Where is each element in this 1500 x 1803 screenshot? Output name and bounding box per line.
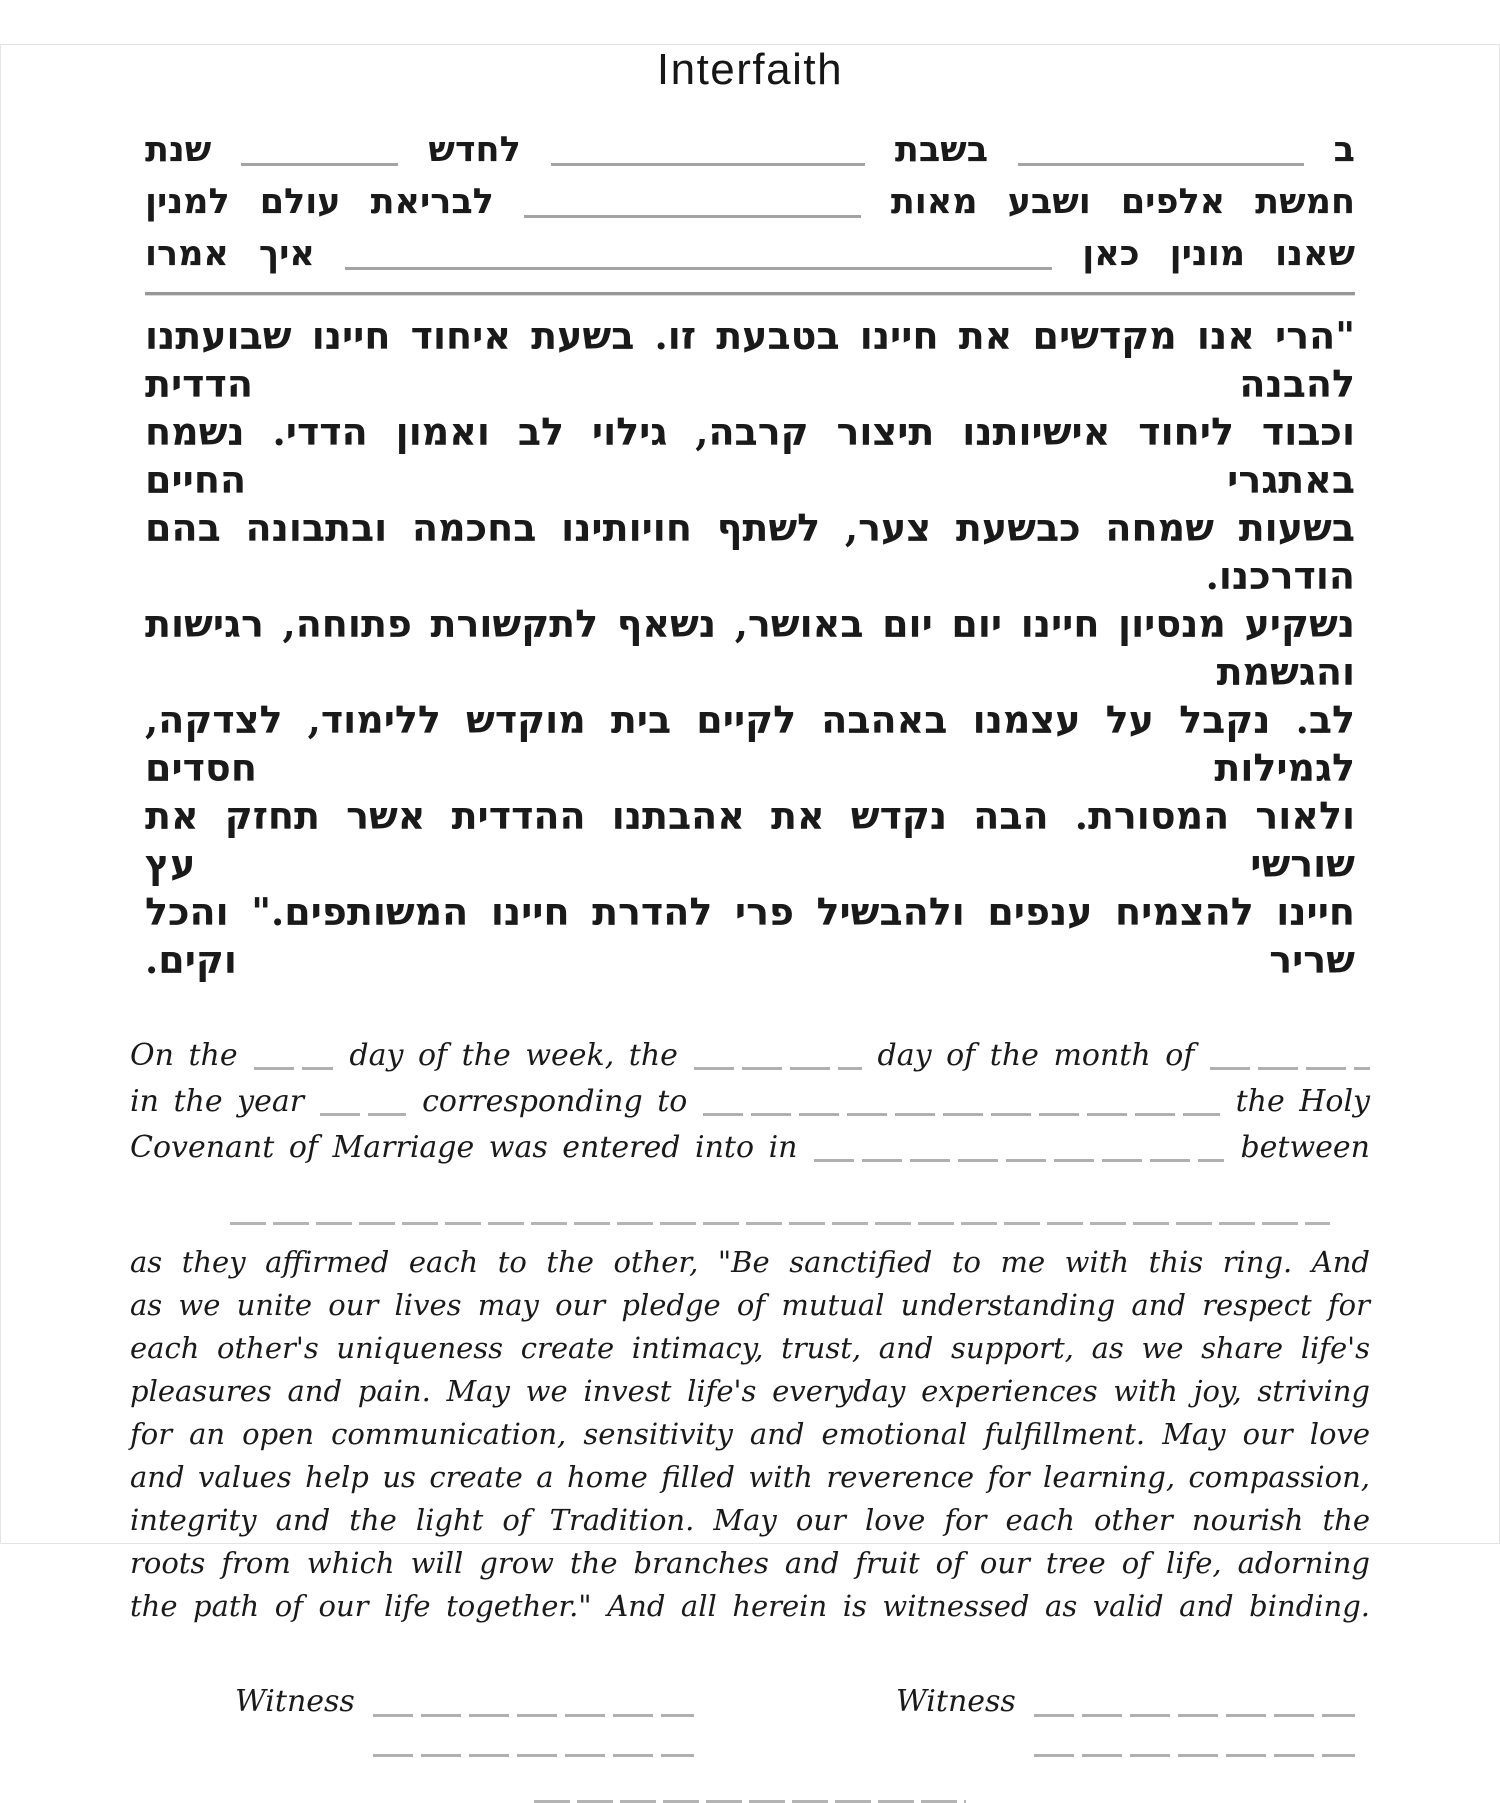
page-title: Interfaith — [656, 45, 844, 94]
fill-in-blank — [551, 163, 865, 166]
word: כאן — [1082, 233, 1140, 274]
hebrew-text-line: "הרי אנו מקדשים את חיינו בטבעת זו. בשעת איחוד חיינו שבועתנו להבנה הדדית — [145, 313, 1355, 406]
english-text-line: integrity and the light of Tradition. May our love for each other nourish the — [130, 1503, 1370, 1537]
word: לבריאת — [370, 181, 494, 222]
witness-name-blank — [373, 1754, 694, 1757]
word: איך — [258, 233, 315, 274]
witness-right-signature-row — [896, 1678, 1355, 1722]
word: On the — [130, 1038, 238, 1073]
english-date-row-1 — [130, 1030, 1370, 1076]
hebrew-text-line: נשקיע מנסיון חיינו יום יום באושר, נשאף לתקשורת פתוחה, רגישות והגשמת — [145, 601, 1355, 694]
fill-in-blank — [694, 1067, 862, 1070]
fill-in-blank — [1018, 163, 1304, 166]
hebrew-vows-paragraph — [145, 312, 1355, 984]
english-vows-paragraph — [130, 1241, 1370, 1628]
hebrew-text-line: בשעות שמחה כבשעת צער, לשתף חויותינו בחכמה ובתבונה בהם הודרכנו. — [145, 505, 1355, 598]
english-date-row-3 — [130, 1122, 1370, 1168]
witness-right-name-row — [896, 1746, 1355, 1762]
english-date-row-2 — [130, 1076, 1370, 1122]
word: ושבע — [1007, 181, 1091, 222]
word: מונין — [1169, 233, 1246, 274]
section-divider-rule — [145, 292, 1355, 296]
witness-left-name-row — [235, 1746, 694, 1762]
word: ב — [1333, 129, 1355, 170]
hebrew-date-row-3 — [145, 224, 1355, 276]
english-text-line: each other's uniqueness create intimacy, trust, and support, as we share life's — [130, 1331, 1370, 1365]
ketubah-page — [0, 44, 1500, 1719]
witness-signature-blank — [1034, 1714, 1355, 1717]
word: between — [1240, 1130, 1370, 1165]
witness-block-right — [778, 1678, 1355, 1762]
word: שאנו — [1275, 233, 1355, 274]
english-text-line: as we unite our lives may our pledge of mutual understanding and respect for — [130, 1288, 1370, 1322]
hebrew-date-row-2 — [145, 172, 1355, 224]
english-text-line: the path of our life together." And all herein is witnessed as valid and binding. — [130, 1589, 1370, 1623]
word: in the year — [130, 1084, 305, 1119]
fill-in-blank — [1210, 1067, 1370, 1070]
word: חמשת — [1255, 181, 1355, 222]
fill-in-blank — [703, 1113, 1219, 1116]
word: Covenant of Marriage was entered into in — [130, 1130, 798, 1165]
fill-in-blank — [241, 163, 398, 166]
word: אמרו — [145, 233, 229, 274]
hebrew-date-section — [145, 120, 1355, 276]
english-text-line: roots from which will grow the branches and fruit of our tree of life, adorning — [130, 1546, 1370, 1580]
fill-in-blank — [814, 1159, 1225, 1162]
couple-names-blank — [230, 1222, 1330, 1225]
word: למנין — [145, 181, 230, 222]
hebrew-text-line: ולאור המסורת. הבה נקדש את אהבתנו ההדדית אשר תחזק את שורשי עץ — [145, 793, 1355, 886]
word: corresponding to — [422, 1084, 688, 1119]
witness-signature-blank — [373, 1714, 694, 1717]
word: day of the month of — [877, 1038, 1195, 1073]
word: שנת — [145, 129, 212, 170]
hebrew-text-line: וכבוד ליחוד אישיותנו תיצור קרבה, גילוי לב ואמון הדדי. נשמח באתגרי החיים — [145, 409, 1355, 502]
english-text-line: pleasures and pain. May we invest life's everyday experiences with joy, striving — [130, 1374, 1370, 1408]
word: אלפים — [1120, 181, 1226, 222]
english-text-line: and values help us create a home filled with reverence for learning, compassion, — [130, 1460, 1370, 1494]
word: מאות — [890, 181, 978, 222]
witness-label: Witness — [235, 1684, 355, 1719]
fill-in-blank — [254, 1067, 334, 1070]
word: day of the week, the — [349, 1038, 678, 1073]
witness-label: Witness — [896, 1684, 1016, 1719]
word: the Holy — [1235, 1084, 1370, 1119]
english-text-line: as they affirmed each to the other, "Be sanctified to me with this ring. And — [130, 1245, 1370, 1279]
english-date-section — [130, 1030, 1370, 1168]
hebrew-text-line: חיינו להצמיח ענפים ולהבשיל פרי להדרת חיינו המשותפים." והכל שריר וקים. — [145, 889, 1355, 982]
witness-left-signature-row — [235, 1678, 694, 1722]
word: עולם — [259, 181, 341, 222]
fill-in-blank — [320, 1113, 406, 1116]
hebrew-text-line: לב. נקבל על עצמנו באהבה לקיים בית מוקדש ללימוד, לצדקה, לגמילות חסדים — [145, 697, 1355, 790]
fill-in-blank — [524, 215, 861, 218]
witness-name-blank — [1034, 1754, 1355, 1757]
fill-in-blank — [345, 267, 1052, 270]
english-text-line: for an open communication, sensitivity and emotional fulfillment. May our love — [130, 1417, 1370, 1451]
word: בשבת — [894, 129, 989, 170]
witness-block-left — [145, 1678, 778, 1762]
witness-section — [145, 1678, 1355, 1762]
hebrew-date-row-1 — [145, 120, 1355, 172]
word: לחדש — [428, 129, 521, 170]
